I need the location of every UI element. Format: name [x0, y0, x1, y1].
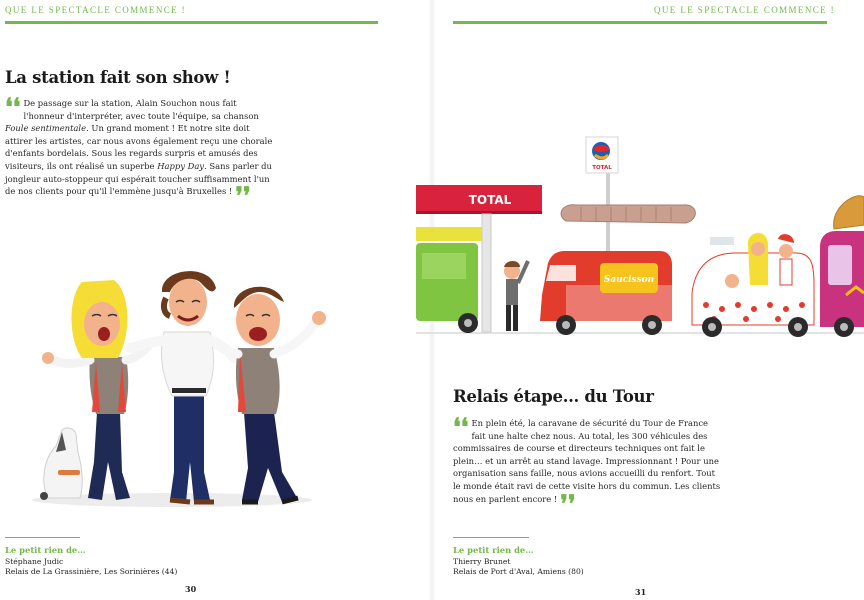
song-title: Foule sentimentale — [5, 123, 87, 134]
page-number: 30 — [185, 584, 197, 594]
polka-dot-car — [692, 233, 814, 337]
signature-name: Thierry Brunet — [453, 557, 511, 566]
signature-rule — [453, 537, 529, 538]
close-quote-icon: ❜❜ — [560, 488, 576, 518]
header-rule — [5, 21, 378, 24]
open-quote-icon: ❛❛ — [5, 92, 21, 121]
caravan-illustration — [416, 135, 864, 340]
article-title: Relais étape… du Tour — [453, 387, 654, 406]
article-title: La station fait son show ! — [5, 68, 231, 87]
signature-location: Relais de La Grassinière, Les Sorinières (44) — [5, 567, 178, 576]
song-title-2: Happy Day — [157, 160, 205, 171]
green-truck — [416, 227, 482, 333]
running-head: QUE LE SPECTACLE COMMENCE ! — [5, 5, 187, 15]
article-paragraph: ❛❛ En plein été, la caravane de sécurité du Tour de France fait une halte chez nous. Au total, les 300 véhicules des commissaires de course et directeurs techniques ont fait le plein… et un arrêt au stand lavage. Impressionnant ! Pour une organisation sans faille, nous avions accueilli du renfort. Tout le monde était ravi de cette visite hors du commun. Les clients nous en parlent encore ! ❜❜ — [453, 412, 721, 518]
open-quote-icon: ❛❛ — [453, 412, 469, 441]
right-page — [432, 0, 864, 600]
page-number: 31 — [635, 587, 647, 597]
pole-sign-brand: TOTAL — [592, 165, 612, 171]
man-singer-right — [214, 287, 326, 502]
purple-bus — [820, 196, 864, 337]
signature-rule — [5, 537, 80, 538]
article-paragraph: ❛❛ De passage sur la station, Alain Souchon nous fait l'honneur d'interpréter, avec toute l'équipe, sa chanson Foule sentimentale. Un grand moment ! Et notre site doit attirer les artistes, car nous avons également reçu une chorale d'enfants bordelais. Sous les regards surpris et amusés des visiteurs, ils ont réalisé un superbe Happy Day. Sans parler du jongleur auto-stoppeur qui espérait toucher suffisamment l'un de nos clients pour qu'il l'emmène jusqu'à Bruxelles ! ❜❜ — [5, 92, 273, 211]
total-pole-sign — [586, 137, 618, 271]
close-quote-icon: ❜❜ — [235, 181, 251, 211]
waving-boy — [504, 261, 528, 331]
saucisson-van — [540, 205, 695, 335]
signature-heading: Le petit rien de… — [453, 545, 534, 555]
signature-location: Relais de Port d'Aval, Amiens (80) — [453, 567, 584, 576]
canopy-brand: TOTAL — [468, 193, 512, 207]
dog-illustration — [40, 428, 82, 500]
singers-illustration — [22, 262, 342, 512]
man-singer-center — [130, 271, 234, 502]
signature-heading: Le petit rien de… — [5, 545, 86, 555]
running-head: QUE LE SPECTACLE COMMENCE ! — [654, 5, 836, 15]
header-rule — [453, 21, 827, 24]
signature-name: Stéphane Judic — [5, 557, 64, 566]
van-lettering: Saucisson — [603, 275, 655, 285]
